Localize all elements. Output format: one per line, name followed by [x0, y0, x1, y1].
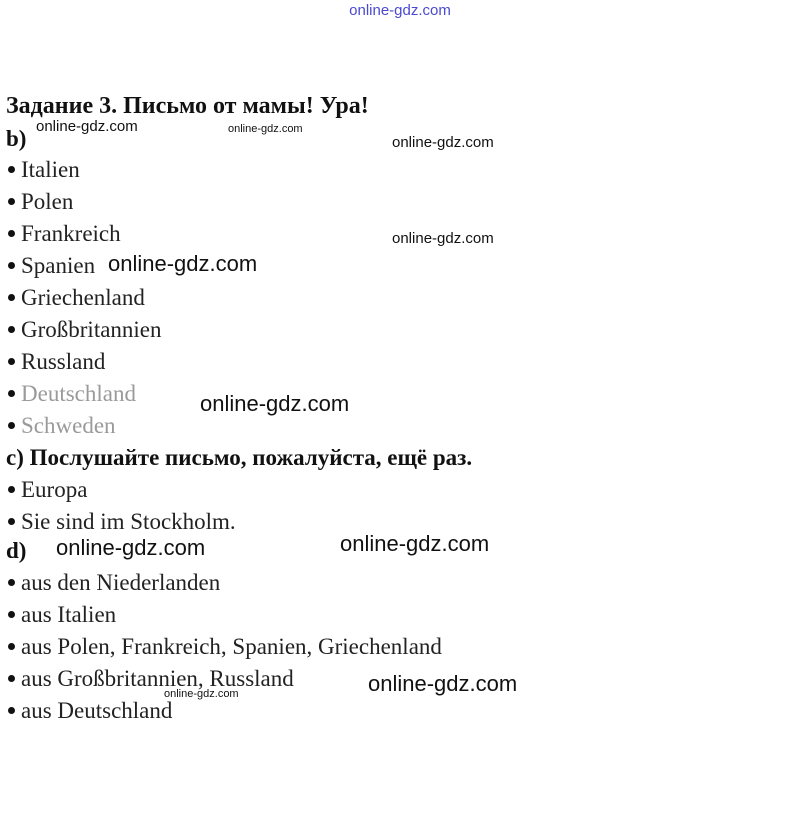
bullet-icon	[8, 611, 15, 618]
watermark: online-gdz.com	[56, 535, 206, 560]
list-item: Russland	[8, 349, 105, 375]
list-item: aus Polen, Frankreich, Spanien, Griechenland	[8, 634, 442, 660]
watermark: online-gdz.com	[392, 230, 494, 247]
bullet-icon	[8, 675, 15, 682]
watermark: online-gdz.com	[108, 251, 258, 276]
watermark: online-gdz.com	[164, 688, 239, 700]
site-header-link[interactable]: online-gdz.com	[349, 2, 451, 19]
list-item: Italien	[8, 157, 80, 183]
bullet-icon	[8, 166, 15, 173]
bullet-icon	[8, 422, 15, 429]
list-item: aus den Niederlanden	[8, 570, 220, 596]
list-item: Spanien	[8, 253, 95, 279]
watermark: online-gdz.com	[36, 118, 138, 135]
bullet-icon	[8, 643, 15, 650]
section-d-label: d)	[6, 538, 27, 563]
list-item: aus Italien	[8, 602, 116, 628]
watermark: online-gdz.com	[200, 391, 350, 416]
list-item: Großbritannien	[8, 317, 162, 343]
bullet-icon	[8, 579, 15, 586]
list-item: Schweden	[8, 413, 116, 439]
bullet-icon	[8, 707, 15, 714]
section-c-label: c) Послушайте письмо, пожалуйста, ещё раз.	[6, 445, 473, 470]
bullet-icon	[8, 230, 15, 237]
page-title: Задание 3. Письмо от мамы! Ура!	[6, 93, 369, 119]
list-item: Polen	[8, 189, 73, 215]
bullet-icon	[8, 262, 15, 269]
section-b-label: b)	[6, 126, 27, 151]
bullet-icon	[8, 294, 15, 301]
list-item: Frankreich	[8, 221, 121, 247]
bullet-icon	[8, 198, 15, 205]
list-item: aus Deutschland	[8, 698, 172, 724]
list-item: Griechenland	[8, 285, 145, 311]
bullet-icon	[8, 390, 15, 397]
list-item: Europa	[8, 477, 87, 503]
bullet-icon	[8, 518, 15, 525]
list-item: Sie sind im Stockholm.	[8, 509, 236, 535]
list-item: Deutschland	[8, 381, 136, 407]
bullet-icon	[8, 486, 15, 493]
watermark: online-gdz.com	[340, 531, 490, 556]
watermark: online-gdz.com	[392, 134, 494, 151]
watermark: online-gdz.com	[228, 123, 303, 135]
list-item: aus Großbritannien, Russland	[8, 666, 294, 692]
bullet-icon	[8, 358, 15, 365]
watermark: online-gdz.com	[368, 671, 518, 696]
bullet-icon	[8, 326, 15, 333]
